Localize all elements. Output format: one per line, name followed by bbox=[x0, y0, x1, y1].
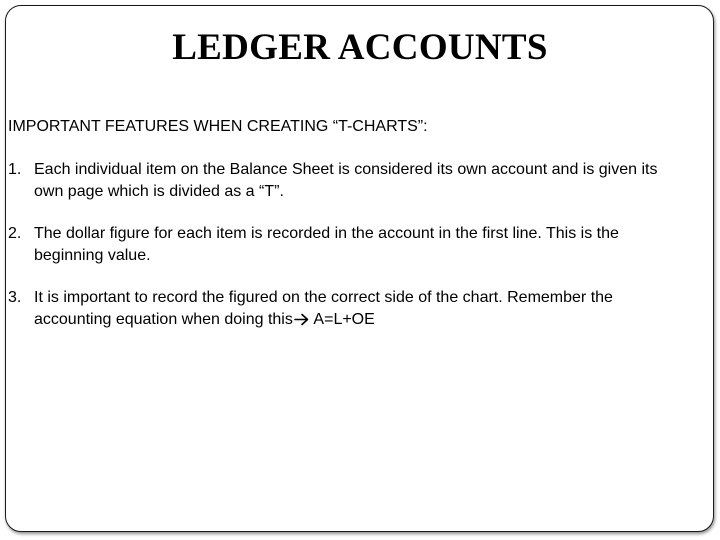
subheading: IMPORTANT FEATURES WHEN CREATING “T-CHARTS”: bbox=[8, 118, 428, 135]
list-item-number: 1. bbox=[8, 161, 22, 178]
list-item bbox=[8, 223, 690, 266]
list-item bbox=[8, 159, 690, 202]
list-item bbox=[8, 287, 690, 330]
list-item-number: 2. bbox=[8, 225, 22, 242]
list-item-text: Each individual item on the Balance Sheet is considered its own account and is given its own page which is divided as a “T”. bbox=[34, 161, 658, 200]
list-item-number: 3. bbox=[8, 289, 22, 306]
list-item-text: It is important to record the figured on the correct side of the chart. Remember the accounting equation when doing this bbox=[34, 289, 613, 328]
equation-text: A=L+OE bbox=[309, 310, 375, 328]
list-item-text: The dollar figure for each item is recorded in the account in the first line. This is the beginning value. bbox=[34, 225, 619, 264]
slide-title: LEDGER ACCOUNTS bbox=[172, 27, 548, 68]
feature-list bbox=[8, 159, 690, 351]
right-arrow-icon bbox=[294, 313, 309, 326]
